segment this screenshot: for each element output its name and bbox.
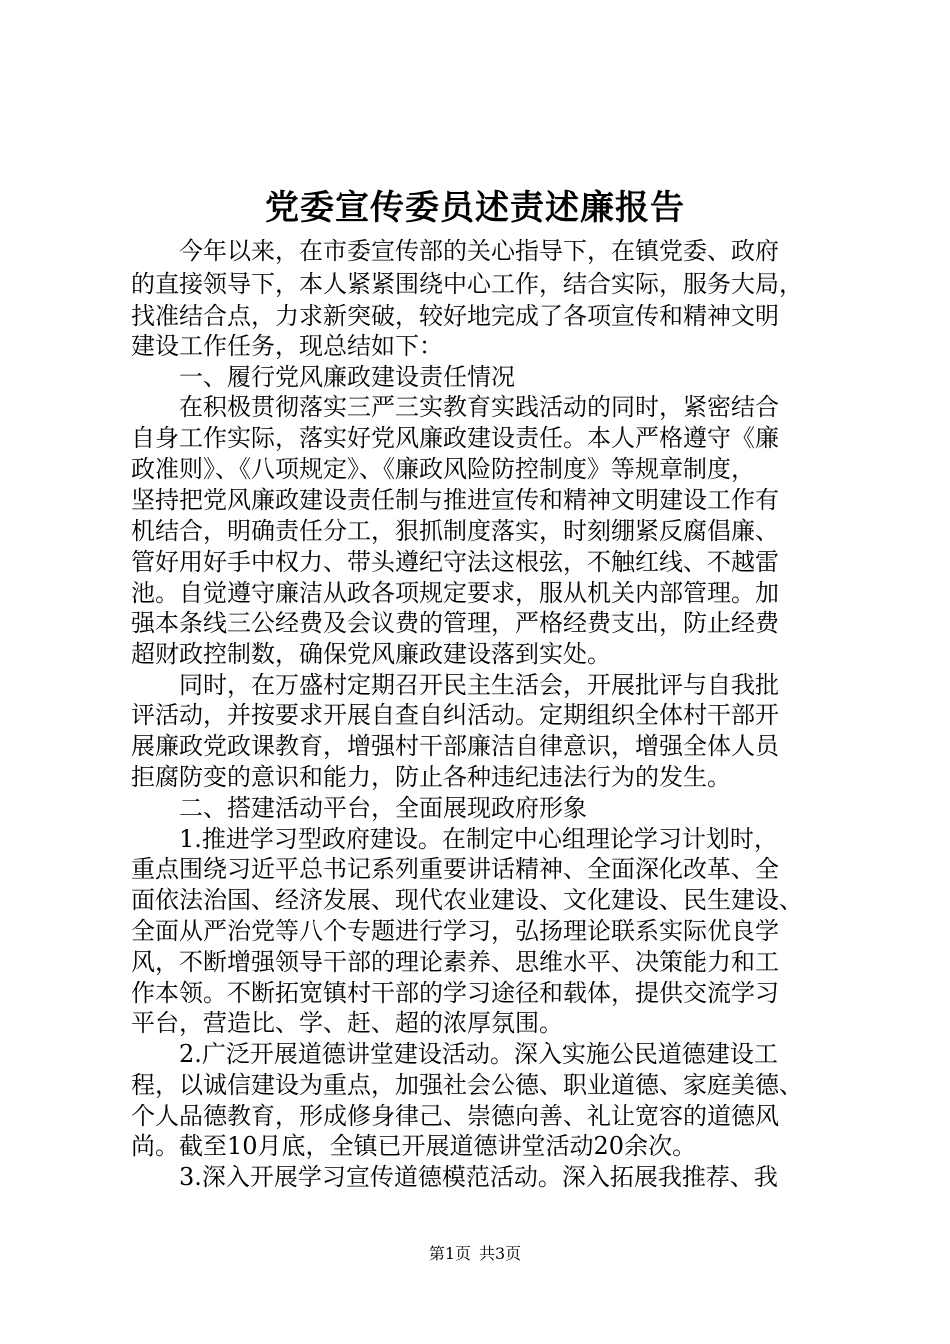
section-heading: 一、履行党风廉政建设责任情况 <box>131 363 515 391</box>
body-line: 机结合，明确责任分工，狠抓制度落实，时刻绷紧反腐倡廉、 <box>131 517 779 545</box>
body-line: 找准结合点，力求新突破，较好地完成了各项宣传和精神文明 <box>131 302 779 330</box>
page-number: 第1页 <box>428 1244 471 1263</box>
body-line: 池。自觉遵守廉洁从政各项规定要求，服从机关内部管理。加 <box>131 579 779 607</box>
body-line: 个人品德教育，形成修身律己、崇德向善、礼让宽容的道德风 <box>131 1102 779 1130</box>
body-line: 在积极贯彻落实三严三实教育实践活动的同时，紧密结合 <box>131 393 779 421</box>
page-footer <box>0 1243 950 1265</box>
body-line: 同时，在万盛村定期召开民主生活会，开展批评与自我批 <box>131 671 779 699</box>
body-line: 建设工作任务，现总结如下： <box>131 332 443 360</box>
body-line: 超财政控制数，确保党风廉政建设落到实处。 <box>131 640 611 668</box>
body-line: 拒腐防变的意识和能力，防止各种违纪违法行为的发生。 <box>131 763 731 791</box>
body-line: 面依法治国、经济发展、现代农业建设、文化建设、民生建设、 <box>131 886 803 914</box>
body-line: 重点围绕习近平总书记系列重要讲话精神、全面深化改革、全 <box>131 855 779 883</box>
body-line: 展廉政党政课教育，增强村干部廉洁自律意识，增强全体人员 <box>131 732 779 760</box>
body-line: 今年以来，在市委宣传部的关心指导下，在镇党委、政府 <box>131 237 779 265</box>
body-line: 3.深入开展学习宣传道德模范活动。深入拓展我推荐、我 <box>131 1163 778 1191</box>
body-line: 尚。截至10月底，全镇已开展道德讲堂活动20余次。 <box>131 1132 697 1160</box>
body-line: 全面从严治党等八个专题进行学习，弘扬理论联系实际优良学 <box>131 917 779 945</box>
body-line: 强本条线三公经费及会议费的管理，严格经费支出，防止经费 <box>131 609 779 637</box>
body-line: 2.广泛开展道德讲堂建设活动。深入实施公民道德建设工 <box>131 1040 778 1068</box>
body-line: 程，以诚信建设为重点，加强社会公德、职业道德、家庭美德、 <box>131 1071 803 1099</box>
document-title: 党委宣传委员述责述廉报告 <box>265 188 685 228</box>
body-line: 政准则》、《八项规定》、《廉政风险防控制度》等规章制度， <box>131 455 755 483</box>
body-line: 坚持把党风廉政建设责任制与推进宣传和精神文明建设工作有 <box>131 486 779 514</box>
body-line: 管好用好手中权力、带头遵纪守法这根弦，不触红线、不越雷 <box>131 548 779 576</box>
body-line: 评活动，并按要求开展自查自纠活动。定期组织全体村干部开 <box>131 701 779 729</box>
body-line: 自身工作实际，落实好党风廉政建设责任。本人严格遵守《廉 <box>131 424 779 452</box>
body-line: 的直接领导下，本人紧紧围绕中心工作，结合实际，服务大局， <box>131 270 803 298</box>
body-line: 风，不断增强领导干部的理论素养、思维水平、决策能力和工 <box>131 948 779 976</box>
section-heading: 二、搭建活动平台，全面展现政府形象 <box>131 794 587 822</box>
body-line: 作本领。不断拓宽镇村干部的学习途径和载体，提供交流学习 <box>131 979 779 1007</box>
body-line: 1.推进学习型政府建设。在制定中心组理论学习计划时， <box>131 825 778 853</box>
page-total: 共3页 <box>479 1244 522 1263</box>
body-line: 平台，营造比、学、赶、超的浓厚氛围。 <box>131 1009 563 1037</box>
